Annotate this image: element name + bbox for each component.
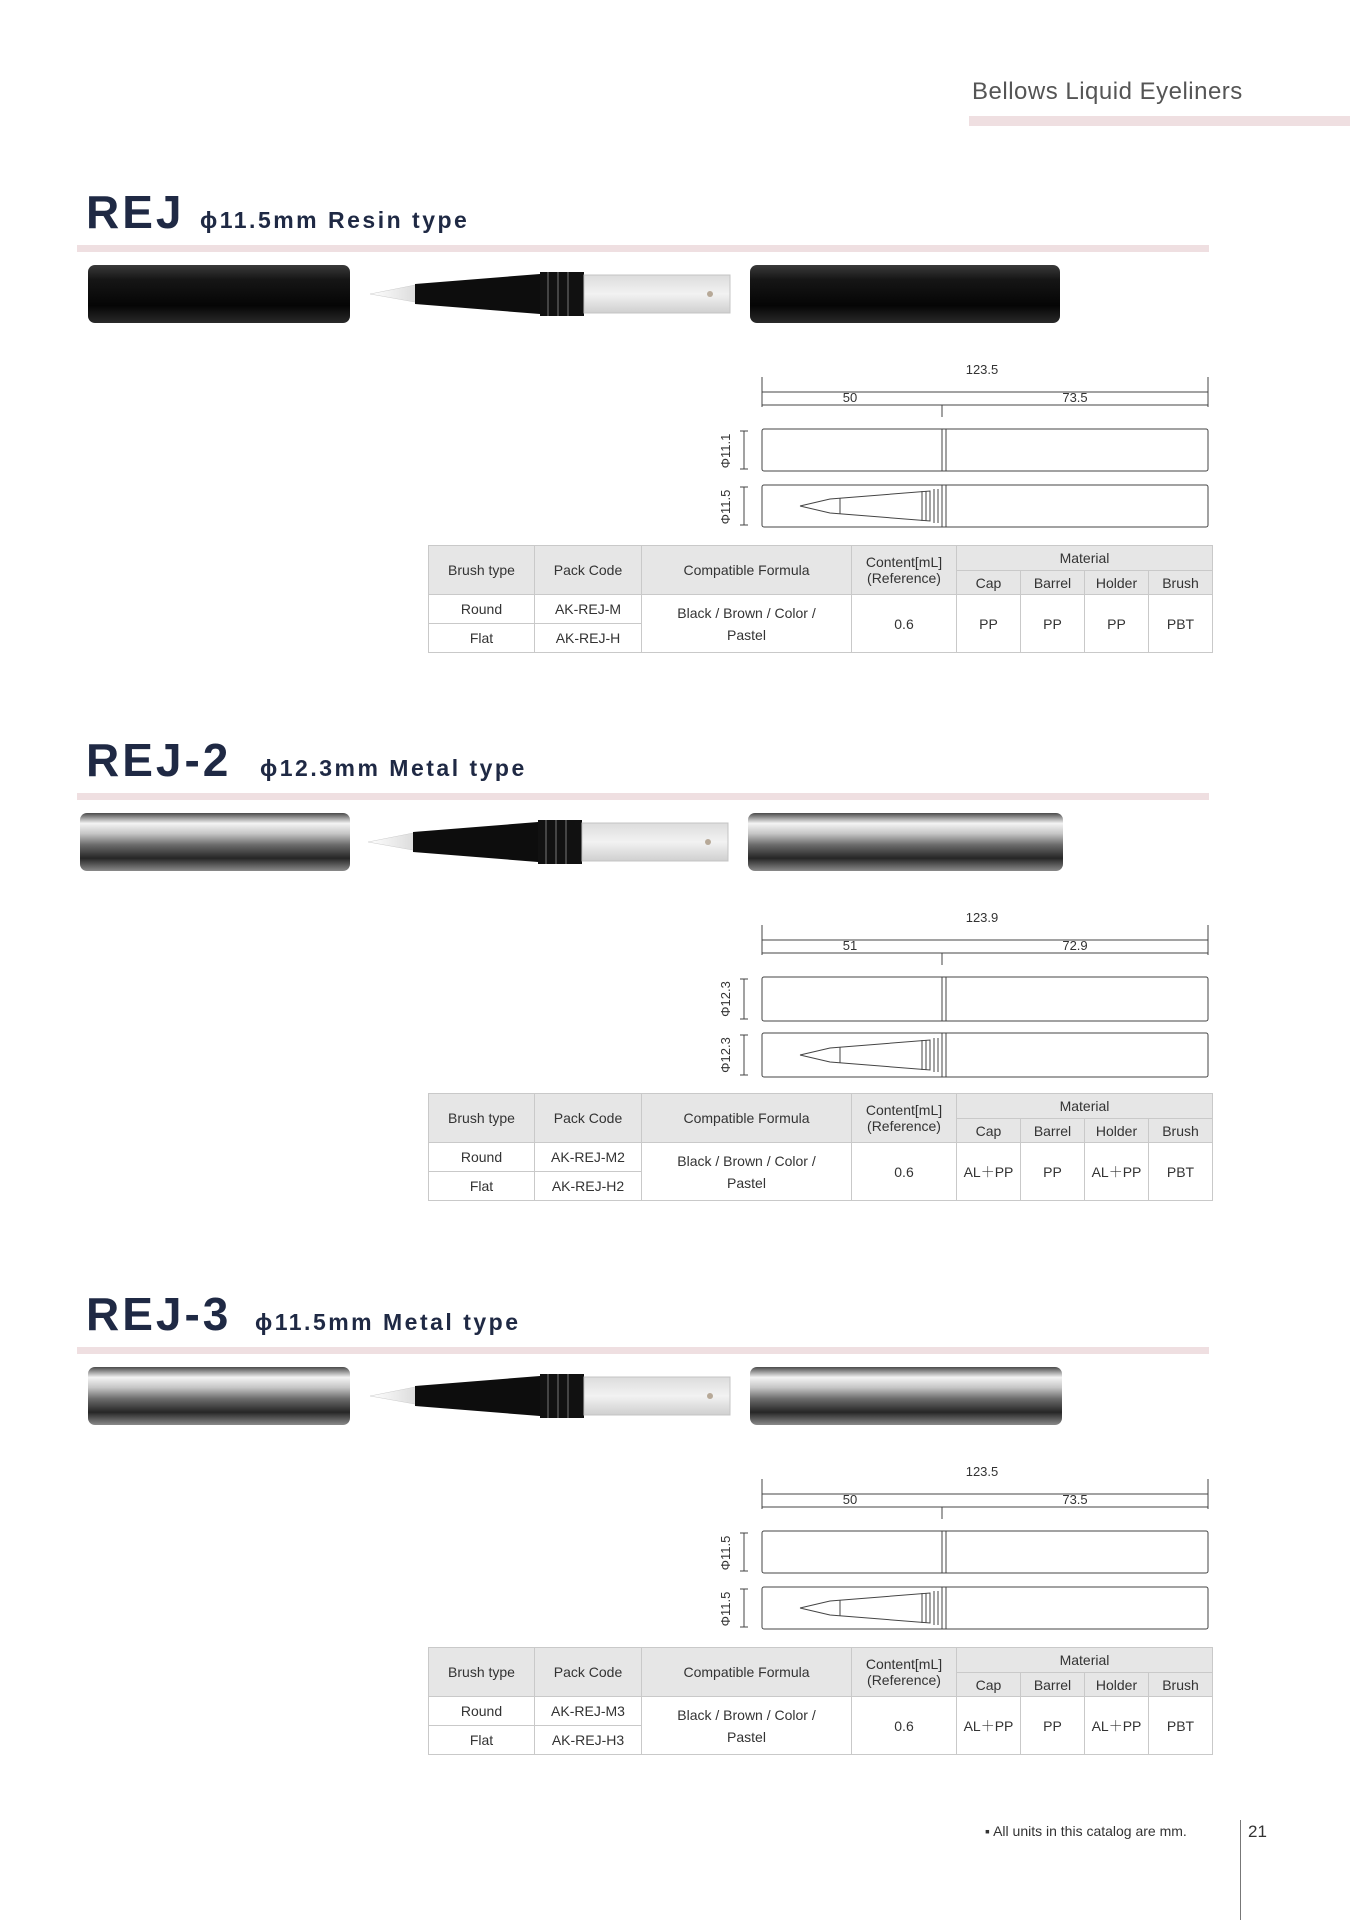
th-pack-code: Pack Code [535, 546, 642, 595]
cap-photo-right [750, 1367, 1062, 1425]
cell-pack-code: AK-REJ-H2 [535, 1172, 642, 1201]
cell-brush: PBT [1149, 1143, 1213, 1201]
product-section-rej [0, 185, 1350, 745]
th-brush-type: Brush type [429, 1094, 535, 1143]
cell-barrel: PP [1021, 595, 1085, 653]
dim-right: 73.5 [1062, 390, 1088, 405]
model-subtitle: ϕ12.3mm Metal type [260, 755, 527, 781]
cell-brush-type: Round [429, 1697, 535, 1726]
cell-brush: PBT [1149, 1697, 1213, 1755]
cell-barrel: PP [1021, 1697, 1085, 1755]
cap-photo [80, 813, 350, 871]
holder-photo [415, 1376, 540, 1416]
brush-tip-photo [370, 1387, 420, 1405]
dim-total: 123.5 [965, 365, 999, 377]
th-holder: Holder [1085, 1119, 1149, 1143]
cell-cap: PP [957, 595, 1021, 653]
th-formula: Compatible Formula [642, 1094, 852, 1143]
th-content: Content[mL] (Reference) [852, 546, 957, 595]
th-barrel: Barrel [1021, 1119, 1085, 1143]
cell-pack-code: AK-REJ-H3 [535, 1726, 642, 1755]
th-holder: Holder [1085, 1673, 1149, 1697]
cell-holder: PP [1085, 595, 1149, 653]
spec-table [428, 1647, 1213, 1755]
dim-total: 123.5 [965, 1467, 999, 1479]
cell-pack-code: AK-REJ-M2 [535, 1143, 642, 1172]
cell-brush-type: Flat [429, 1726, 535, 1755]
product-photo [70, 811, 1220, 891]
dim-diameter-top: Φ11.5 [718, 1535, 733, 1571]
product-section-rej-3 [0, 1287, 1350, 1847]
table-row [429, 1697, 1213, 1726]
dim-right: 72.9 [1062, 938, 1088, 953]
th-content: Content[mL] (Reference) [852, 1648, 957, 1697]
footer-divider [1240, 1820, 1241, 1920]
cell-brush-type: Round [429, 595, 535, 624]
cell-brush-type: Flat [429, 624, 535, 653]
product-photo [70, 263, 1220, 343]
dim-diameter-top: Φ12.3 [718, 981, 733, 1017]
th-pack-code: Pack Code [535, 1094, 642, 1143]
table-row [429, 595, 1213, 624]
th-barrel: Barrel [1021, 571, 1085, 595]
cell-cap: AL＋PP [957, 1697, 1021, 1755]
dim-left: 50 [842, 1492, 858, 1507]
table-row [429, 1143, 1213, 1172]
th-material: Material [957, 1094, 1213, 1119]
dim-left: 50 [842, 390, 858, 405]
dim-diameter-bottom: Φ12.3 [718, 1037, 733, 1073]
th-cap: Cap [957, 1673, 1021, 1697]
cell-brush-type: Round [429, 1143, 535, 1172]
cap-photo-right [748, 813, 1063, 871]
dim-left: 51 [842, 938, 858, 953]
th-formula: Compatible Formula [642, 1648, 852, 1697]
th-brush-type: Brush type [429, 1648, 535, 1697]
cell-pack-code: AK-REJ-M3 [535, 1697, 642, 1726]
holder-photo [415, 274, 540, 314]
dim-right: 73.5 [1062, 1492, 1088, 1507]
header-accent-bar [969, 116, 1350, 126]
section-rule [77, 245, 1209, 252]
model-subtitle: ϕ11.5mm Resin type [200, 207, 470, 233]
cell-pack-code: AK-REJ-H [535, 624, 642, 653]
cell-brush-type: Flat [429, 1172, 535, 1201]
spec-table [428, 1093, 1213, 1201]
cap-photo [88, 1367, 350, 1425]
th-material: Material [957, 1648, 1213, 1673]
th-brush: Brush [1149, 571, 1213, 595]
th-brush-type: Brush type [429, 546, 535, 595]
cell-formula: Black / Brown / Color / Pastel [642, 595, 852, 653]
cell-content: 0.6 [852, 595, 957, 653]
cell-brush: PBT [1149, 595, 1213, 653]
dim-diameter-bottom: Φ11.5 [718, 1591, 733, 1627]
dimension-drawing [700, 913, 1220, 1083]
dimension-drawing [700, 365, 1220, 535]
section-rule [77, 793, 1209, 800]
model-name: REJ [86, 186, 185, 238]
th-brush: Brush [1149, 1119, 1213, 1143]
dim-diameter-top: Φ11.1 [718, 433, 733, 469]
model-name: REJ-3 [86, 1288, 232, 1340]
cell-barrel: PP [1021, 1143, 1085, 1201]
model-subtitle: ϕ11.5mm Metal type [255, 1309, 521, 1335]
product-photo [70, 1365, 1220, 1445]
brush-tip-photo [368, 833, 418, 851]
cell-formula: Black / Brown / Color / Pastel [642, 1143, 852, 1201]
model-name: REJ-2 [86, 734, 232, 786]
units-note: ▪ All units in this catalog are mm. [985, 1823, 1187, 1839]
cell-holder: AL＋PP [1085, 1143, 1149, 1201]
cell-cap: AL＋PP [957, 1143, 1021, 1201]
th-cap: Cap [957, 1119, 1021, 1143]
header-title: Bellows Liquid Eyeliners [972, 78, 1243, 105]
spec-table [428, 545, 1213, 653]
dim-diameter-bottom: Φ11.5 [718, 489, 733, 525]
dim-total: 123.9 [965, 913, 999, 925]
cell-holder: AL＋PP [1085, 1697, 1149, 1755]
cell-content: 0.6 [852, 1143, 957, 1201]
th-brush: Brush [1149, 1673, 1213, 1697]
dimension-drawing [700, 1467, 1220, 1637]
cell-pack-code: AK-REJ-M [535, 595, 642, 624]
cap-photo-right [750, 265, 1060, 323]
brush-tip-photo [370, 285, 420, 303]
th-content: Content[mL] (Reference) [852, 1094, 957, 1143]
page-number: 21 [1248, 1822, 1267, 1841]
th-formula: Compatible Formula [642, 546, 852, 595]
th-pack-code: Pack Code [535, 1648, 642, 1697]
th-barrel: Barrel [1021, 1673, 1085, 1697]
cap-photo [88, 265, 350, 323]
holder-photo [413, 822, 538, 862]
th-cap: Cap [957, 571, 1021, 595]
cell-content: 0.6 [852, 1697, 957, 1755]
cell-formula: Black / Brown / Color / Pastel [642, 1697, 852, 1755]
product-section-rej-2 [0, 733, 1350, 1293]
section-rule [77, 1347, 1209, 1354]
th-material: Material [957, 546, 1213, 571]
th-holder: Holder [1085, 571, 1149, 595]
